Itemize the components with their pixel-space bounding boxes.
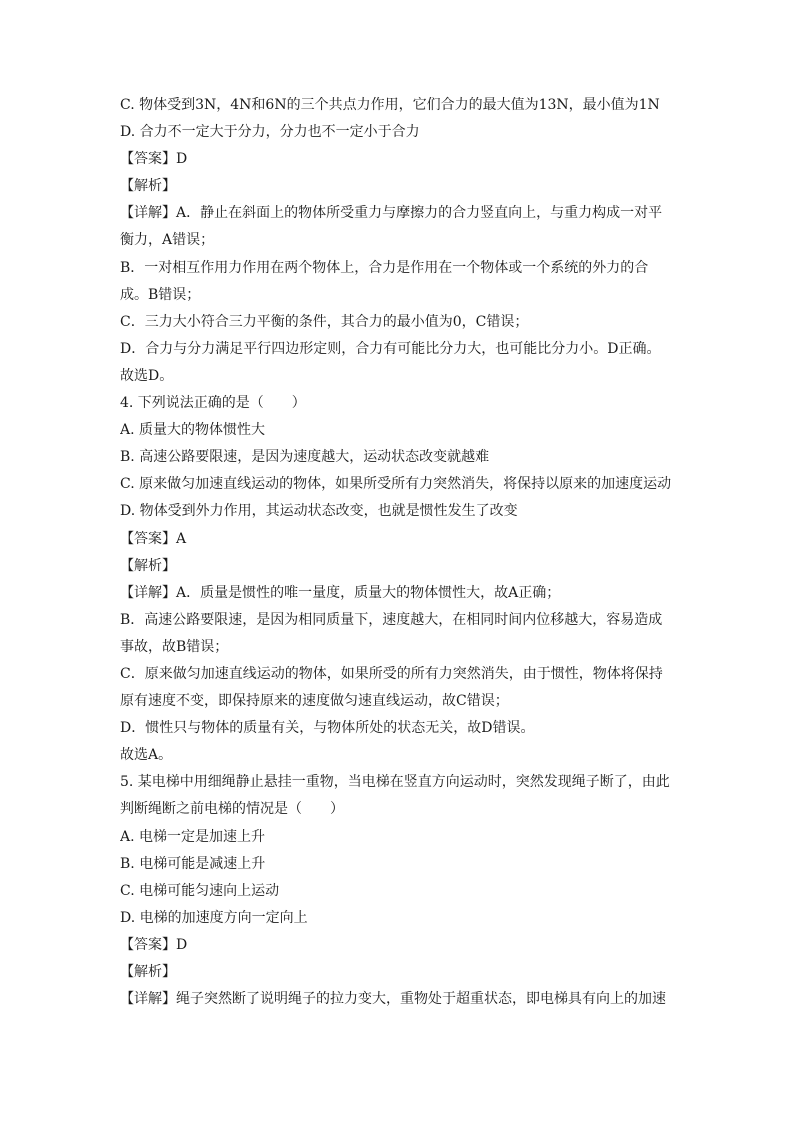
- question-4-stem: 4. 下列说法正确的是（ ）: [120, 395, 306, 412]
- text-line: 【解析】: [120, 178, 176, 195]
- text-line: C. 物体受到3N，4N和6N的三个共点力作用，它们合力的最大值为13N，最小值为1N: [120, 97, 660, 113]
- text-line: 故选D。: [120, 367, 174, 384]
- document-content: [120, 92, 680, 1013]
- question-4-option-c: C. 原来做匀加速直线运动的物体，如果所受所有力突然消失，将保持以原来的加速度运动: [120, 476, 672, 493]
- question-5-option-d: D. 电梯的加速度方向一定向上: [120, 909, 308, 926]
- question-5-stem: 5. 某电梯中用细绳静止悬挂一重物，当电梯在竖直方向运动时，突然发现绳子断了，由此: [120, 774, 670, 791]
- text-line: C．原来做匀加速直线运动的物体，如果所受的所有力突然消失，由于惯性，物体将保持: [120, 665, 663, 682]
- question-4-option-d: D. 物体受到外力作用，其运动状态改变，也就是惯性发生了改变: [120, 503, 518, 520]
- text-line: 成。B错误；: [120, 286, 201, 303]
- question-5-answer: 【答案】D: [120, 936, 188, 953]
- question-4-answer: 【答案】A: [120, 530, 187, 547]
- text-line: 【详解】A．质量是惯性的唯一量度，质量大的物体惯性大，故A正确；: [120, 584, 561, 601]
- question-5-analysis-heading: 【解析】: [120, 964, 176, 980]
- text-line: D．惯性只与物体的质量有关，与物体所处的状态无关，故D错误。: [120, 720, 535, 737]
- text-line: C．三力大小符合三力平衡的条件，其合力的最小值为0，C错误；: [120, 313, 529, 330]
- question-4-analysis-heading: 【解析】: [120, 557, 176, 574]
- text-line: 故选A。: [120, 747, 173, 764]
- text-line: 衡力，A错误；: [120, 232, 215, 249]
- question-4-option-b: B. 高速公路要限速，是因为速度越大，运动状态改变就越难: [120, 449, 490, 466]
- text-line: D. 合力不一定大于分力，分力也不一定小于合力: [120, 124, 420, 141]
- question-5-option-c: C. 电梯可能匀速向上运动: [120, 882, 280, 899]
- text-line: 【答案】D: [120, 151, 188, 168]
- question-4-option-a: A. 质量大的物体惯性大: [120, 422, 266, 439]
- question-5-option-b: B. 电梯可能是减速上升: [120, 855, 266, 872]
- text-line: 原有速度不变，即保持原来的速度做匀速直线运动，故C错误；: [120, 693, 509, 710]
- text-line: D．合力与分力满足平行四边形定则，合力有可能比分力大，也可能比分力小。D正确。: [120, 340, 661, 357]
- question-5-option-a: A. 电梯一定是加速上升: [120, 828, 266, 845]
- text-line: B．一对相互作用力作用在两个物体上，合力是作用在一个物体或一个系统的外力的合: [120, 259, 649, 276]
- question-5-stem-continued: 判断绳断之前电梯的情况是（ ）: [120, 801, 344, 818]
- text-line: 【详解】绳子突然断了说明绳子的拉力变大，重物处于超重状态，即电梯具有向上的加速: [120, 991, 666, 1008]
- text-line: B．高速公路要限速，是因为相同质量下，速度越大，在相同时间内位移越大，容易造成: [120, 611, 663, 628]
- text-line: 【详解】A．静止在斜面上的物体所受重力与摩擦力的合力竖直向上，与重力构成一对平: [120, 205, 663, 222]
- text-line: 事故，故B错误；: [120, 638, 229, 655]
